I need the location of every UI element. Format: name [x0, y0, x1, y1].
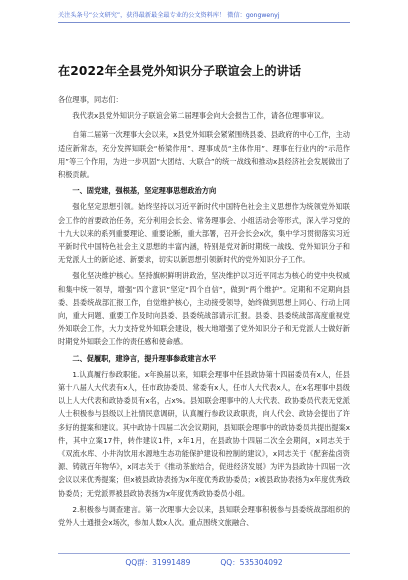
section-heading-2: 二、促履职，建诤言，提升理事参政建言水平	[72, 353, 217, 363]
document-header-banner: 关注头条号“公文研究”，获得最新最全最专业的公文资料库！ 微信：gongwenyj	[58, 12, 280, 19]
section-heading-1: 一、固党建，强根基，坚定理事思想政治方向	[72, 186, 217, 196]
footer-divider	[58, 553, 350, 554]
paragraph-duty-performance: 1.认真履行参政职能。x年换届以来，知联会理事中任县政协第十四届委员有x人，任县第十八届人大代表有x人，任市政协委员、常委有x人，任市人大代表x人，在x名理事中县级以上人大代表和政协委员有x名，占x%。县知联会理事中的人大代表、政协委员代表无党派人士积极参与县级以上社情民意调研，认真履行参政议政职责，向人代会、政协会提出了许多好的提案和建议。其中政协十四届二次会议期间，县知联会理事中的政协委员共提出提案x件，其中立案17件，转作建议1件，x年1月，在县政协十四届二次全会期间，x同志关于《双流水库、小井沟饮用水源地生态功能保护建设和控制的建议》，x同志关于《配套盐卤资源、铸就百年物华》，x同志关于《推动茶旅结合，促进经济发展》为评为县政协十四届一次会议以来优秀提案；但x被县政协表扬为x年度优秀政协委员；x被县政协表扬为x年度优秀政协委员；无党派界被县政协表扬为x年度优秀政协委员小组。	[58, 369, 350, 498]
paragraph-research-advice: 2.积极参与调查建言。第一次理事大会以来，县知联会理事积极参与县委统战部组织的党外人士通报会x场次，参加人数x人次。重点围绕文旅融合、	[58, 504, 350, 528]
paragraph-ideological-guidance: 强化坚定思想引领。始终坚持以习近平新时代中国特色社会主义思想作为统领党外知联会工作的首要政治任务，充分利用会长会、常务理事会、小组活动会等形式，深入学习党的十九大以来的系列重要理论、重要论断，重大部署，召开会长会x次，集中学习贯彻落实习近平新时代中国特色社会主义思想的丰富内涵，特别是党对新时期统一战线、党外知识分子和无党派人士的新论述、新要求，切实以新思想引领新时代的党外知识分子工作。	[58, 202, 350, 265]
footer-qq-number: QQ：535304092	[220, 558, 283, 567]
document-body	[58, 93, 350, 529]
document-title: 在2022年全县党外知识分子联谊会上的讲话	[58, 64, 302, 78]
header-divider	[58, 22, 350, 23]
greeting: 各位理事，同志们：	[58, 95, 123, 104]
intro-paragraph: 我代表x县党外知识分子联谊会第二届理事会向大会报告工作，请各位理事审议。	[72, 111, 329, 121]
summary-paragraph: 自第二届第一次理事大会以来，x县党外知联会紧紧围绕县委、县政府的中心工作，主动适应新常态，充分发挥知联会“桥梁作用”、理事成员“主体作用”、理事在行业内的“示范作用”等三个作用，为进一步巩固“大团结、大联合”的统一战线和推动x县经济社会发展做出了积极贡献。	[58, 130, 350, 180]
footer-qq-group: QQ群：31991489	[125, 558, 191, 567]
paragraph-uphold-core: 强化坚决维护核心。坚持旗帜鲜明讲政治，坚决维护以习近平同志为核心的党中央权威和集中统一领导，增强“四个意识”坚定“四个自信”，做到“两个维护”。定期和不定期向县委、县委统战部汇报工作，自觉维护核心，主动接受领导，始终做到思想上同心、行动上同向，重大问题、重要工作及时向县委、县委统战部请示汇报。县委、县委统战部高度重视党外知联会工作，大力支持党外知联会建设，极大地增强了党外知识分子和无党派人士做好新时期党外知联会工作的责任感和使命感。	[58, 271, 350, 347]
document-footer	[58, 557, 350, 568]
